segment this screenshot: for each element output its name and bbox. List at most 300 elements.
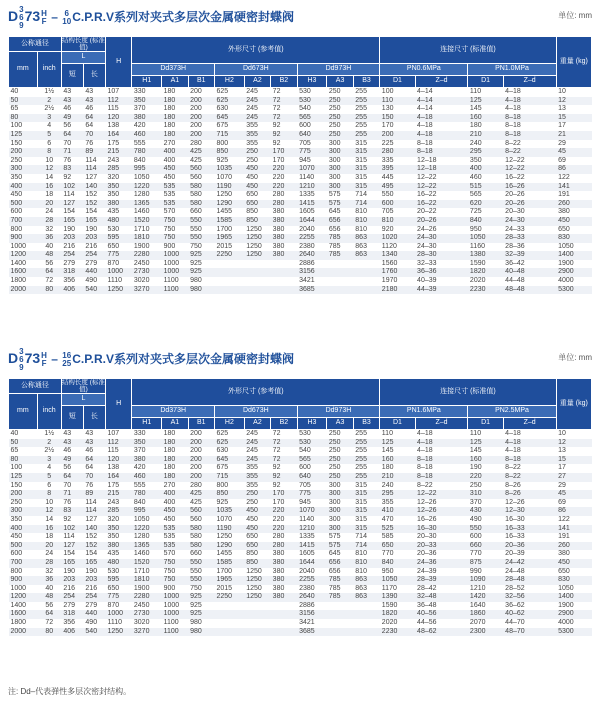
table-cell: 300 xyxy=(9,507,38,516)
table-cell: 76 xyxy=(85,481,94,489)
header-dims: 外形尺寸 (参考值) xyxy=(132,379,380,406)
table-cell: 216 xyxy=(85,242,98,250)
table-cell: 1820 xyxy=(380,610,415,619)
table-cell: 127 xyxy=(61,542,83,551)
table-cell: 102 xyxy=(61,183,83,192)
table-cell: 170 xyxy=(271,148,297,157)
table-cell: 210 xyxy=(468,131,503,140)
table-cell: 315 xyxy=(355,515,367,523)
table-cell: 152 xyxy=(85,533,98,541)
table-cell: 280 xyxy=(380,148,415,157)
table-cell: 785 xyxy=(327,251,353,260)
unit-label: 单位: mm xyxy=(558,353,592,362)
table-cell: 250 xyxy=(10,498,23,506)
table-cell: 200 xyxy=(190,88,202,95)
table-cell: 3156 xyxy=(297,610,327,619)
table-cell: 250 xyxy=(246,156,258,164)
table-cell: 1000 xyxy=(163,601,180,609)
table-cell: 255 xyxy=(353,114,380,123)
table-cell: 1280 xyxy=(133,533,150,541)
table-cell: 650 xyxy=(107,584,120,592)
table-cell: 20–26 xyxy=(503,200,556,209)
table-cell: 2250 xyxy=(215,251,245,260)
table-cell: 380 xyxy=(132,456,162,465)
table-cell: 72 xyxy=(272,430,281,437)
table-cell: 675 xyxy=(216,122,229,130)
table-cell: 315 xyxy=(355,498,367,506)
table-cell: 300 xyxy=(328,173,341,181)
table-cell: 240 xyxy=(469,139,482,147)
frac-sup: H xyxy=(41,350,47,360)
table-cell: 435 xyxy=(107,550,120,558)
table-cell: 355 xyxy=(244,131,270,140)
table-cell: 64 xyxy=(85,464,94,472)
table-cell: 1100 xyxy=(163,619,179,627)
table-cell: 200 xyxy=(190,464,202,472)
table-cell: 220 xyxy=(272,515,285,523)
table-cell: 630 xyxy=(216,447,229,455)
table-cell: 1000 xyxy=(162,268,188,277)
table-cell: 20 xyxy=(37,542,61,551)
table-cell: 138 xyxy=(107,122,120,130)
table-cell: 530 xyxy=(107,225,120,233)
frac-top: 3 xyxy=(19,4,24,14)
table-cell: 1900 xyxy=(558,259,574,267)
table-cell: 24–42 xyxy=(503,559,556,568)
table-cell: 200 xyxy=(190,105,202,113)
table-cell: 980 xyxy=(188,628,214,637)
table1-title xyxy=(8,4,294,30)
table-cell: 300 xyxy=(9,165,38,174)
table-cell: 570 xyxy=(163,550,176,558)
table-cell: 16–33 xyxy=(505,533,525,541)
table-cell: 1250 xyxy=(216,191,233,199)
table-cell: 470 xyxy=(381,515,394,523)
table-cell: 580 xyxy=(188,183,214,192)
frac-mid: 6 xyxy=(19,354,24,364)
table-cell: 400 xyxy=(468,165,503,174)
table-cell: 8 xyxy=(37,490,61,499)
table-cell: 785 xyxy=(327,593,353,602)
table-cell: 850 xyxy=(246,550,258,558)
table-cell: 250 xyxy=(328,464,341,472)
table-cell: 2280 xyxy=(132,251,162,260)
table-row xyxy=(9,97,592,106)
table1-body xyxy=(9,88,592,295)
table-cell: 190 xyxy=(469,464,482,472)
table-cell: 525 xyxy=(380,525,415,534)
table-cell: 320 xyxy=(107,515,120,523)
table-cell: 350 xyxy=(107,191,120,199)
header-d1-b: D1 xyxy=(468,76,503,88)
table-cell: 1050 xyxy=(133,515,150,523)
table-row xyxy=(9,277,592,286)
table-cell: 92 xyxy=(271,131,297,140)
table-cell: 180 xyxy=(162,114,188,123)
table-cell: 120 xyxy=(105,114,131,123)
table-cell: 14 xyxy=(45,515,54,523)
table-row xyxy=(9,122,592,131)
table-cell: 750 xyxy=(162,217,188,226)
frac-top: 6 xyxy=(64,8,69,18)
table-cell: 600 xyxy=(299,122,311,130)
table-cell: 28–42 xyxy=(417,584,437,592)
table-cell: 125 xyxy=(468,439,503,448)
table-cell: 215 xyxy=(105,148,131,157)
table-cell: 46 xyxy=(63,105,72,113)
header-d1-b: D1 xyxy=(468,418,503,430)
frac-mid: 6 xyxy=(19,12,24,22)
table-cell: 89 xyxy=(83,490,105,499)
table-cell: 1250 xyxy=(246,584,262,592)
table-cell: 145 xyxy=(469,447,482,455)
table-cell: 56 xyxy=(63,464,72,472)
frac-sub: F xyxy=(41,358,47,368)
table-cell: 1700 xyxy=(216,225,233,233)
table-cell: 1½ xyxy=(44,88,55,95)
table-cell: 355 xyxy=(246,464,258,472)
table-cell: 1210 xyxy=(297,183,327,192)
table-cell: 20–33 xyxy=(415,542,468,551)
table-cell: 300 xyxy=(327,148,353,157)
header-pn-b: PN2.5MPa xyxy=(468,406,556,418)
table-cell xyxy=(244,286,270,295)
table-cell: 540 xyxy=(83,628,105,637)
table-cell: 72 xyxy=(271,97,297,106)
title-model-stack xyxy=(19,348,23,372)
table-cell: 380 xyxy=(132,114,162,123)
table-cell: 565 xyxy=(297,114,327,123)
table-cell: 863 xyxy=(353,593,380,602)
table-cell: 6 xyxy=(47,481,52,489)
header-dd973: Dd973H xyxy=(297,64,380,76)
table-cell: 320 xyxy=(107,173,120,181)
table-row xyxy=(9,456,592,465)
table-cell: 8–18 xyxy=(415,473,468,482)
table-cell: 220 xyxy=(468,473,503,482)
table-cell: 21 xyxy=(556,131,591,140)
table-cell: 2450 xyxy=(133,259,150,267)
table-cell: 1000 xyxy=(105,268,131,277)
table-cell: 1560 xyxy=(381,259,398,267)
table-cell: 750 xyxy=(162,234,188,243)
table-cell: 300 xyxy=(327,507,353,516)
table-cell: 86 xyxy=(556,165,591,174)
table-cell: 450 xyxy=(163,173,176,181)
table-cell: 380 xyxy=(272,242,285,250)
header-dd673: Dd673H xyxy=(215,64,298,76)
header-dd373: Dd373H xyxy=(132,64,215,76)
header-d1-a: D1 xyxy=(380,418,415,430)
table-cell: 2640 xyxy=(297,593,327,602)
table-cell: 560 xyxy=(190,173,202,181)
table-cell: 255 xyxy=(353,473,380,482)
table-cell: 2255 xyxy=(297,576,327,585)
table-cell: 76 xyxy=(63,498,72,506)
table-cell: 245 xyxy=(246,105,258,113)
frac-top: 16 xyxy=(62,350,72,360)
table-cell: 295 xyxy=(468,148,503,157)
table-row xyxy=(9,447,592,456)
table-cell: 8–26 xyxy=(505,481,521,489)
table-cell: 154 xyxy=(85,550,98,558)
table-cell: 1400 xyxy=(556,251,591,260)
table-cell xyxy=(244,268,270,277)
table-cell: 100 xyxy=(10,122,23,130)
table-cell: 1½ xyxy=(44,430,55,437)
table-cell: 863 xyxy=(353,576,380,585)
table-cell: 315 xyxy=(355,156,367,164)
table-cell: 8–22 xyxy=(503,148,556,157)
table-cell: 770 xyxy=(381,550,394,558)
table-cell: 540 xyxy=(83,286,105,295)
table-cell: 530 xyxy=(107,567,120,575)
frac-sub: F xyxy=(41,16,47,26)
table-cell: 180 xyxy=(163,122,176,130)
table-cell: 165 xyxy=(61,559,83,568)
table-cell: 12–22 xyxy=(417,173,437,181)
table-cell: 127 xyxy=(85,173,98,181)
table-cell: 300 xyxy=(327,490,353,499)
table-cell: 110 xyxy=(469,430,482,437)
table-cell: 370 xyxy=(133,447,146,455)
table-cell: 450 xyxy=(244,507,270,516)
table-cell: 2886 xyxy=(299,259,315,267)
table-cell: 15 xyxy=(556,114,591,123)
table-cell: 950 xyxy=(381,567,394,575)
table-cell: 80 xyxy=(37,628,61,637)
header-d1-a: D1 xyxy=(380,76,415,88)
table-row xyxy=(9,260,592,269)
table-cell: 70 xyxy=(63,481,72,489)
table-cell: 16–30 xyxy=(415,525,468,534)
table-cell: 810 xyxy=(355,225,367,233)
table-cell: 650 xyxy=(107,242,120,250)
table-cell: 625 xyxy=(215,97,245,106)
table-cell: 4–18 xyxy=(417,122,433,130)
table-cell: 870 xyxy=(107,259,120,267)
table-cell: 4–18 xyxy=(505,430,521,437)
table-row xyxy=(9,525,592,534)
header-conn: 连接尺寸 (标准值) xyxy=(380,379,556,406)
table-cell: 2300 xyxy=(468,628,503,637)
table-cell: 254 xyxy=(61,251,83,260)
table-cell: 355 xyxy=(246,481,258,489)
frac-sup: H xyxy=(41,8,47,18)
table-cell: 3421 xyxy=(299,619,315,627)
table-cell: 410 xyxy=(380,507,415,516)
table-cell: 5 xyxy=(37,131,61,140)
table-cell: 1900 xyxy=(558,601,574,609)
table-cell: 2900 xyxy=(556,610,591,619)
table-cell: 1400 xyxy=(556,593,591,602)
table-cell: 1644 xyxy=(297,217,327,226)
header-weight: 重量 (kg) xyxy=(556,379,591,430)
header-zd-b: Z–d xyxy=(503,76,556,88)
table-cell: 900 xyxy=(9,576,38,585)
table-cell: 46 xyxy=(85,447,94,455)
table-cell xyxy=(327,610,353,619)
table-cell: 600 xyxy=(380,200,415,209)
table-cell xyxy=(327,628,353,637)
table-row xyxy=(9,174,592,183)
table-cell: 575 xyxy=(328,533,341,541)
table-cell: 660 xyxy=(190,550,202,558)
table-cell: 350 xyxy=(105,183,131,192)
table-cell: 200 xyxy=(9,490,38,499)
table-cell: 785 xyxy=(328,242,341,250)
table-cell: 28 xyxy=(37,559,61,568)
table-cell: 1365 xyxy=(132,200,162,209)
table-cell: 550 xyxy=(190,225,202,233)
header-b3: B3 xyxy=(353,76,380,88)
table-cell: 12 xyxy=(37,165,61,174)
table-cell: 5300 xyxy=(556,286,591,295)
table-cell: 27 xyxy=(556,473,591,482)
table-cell: 12–30 xyxy=(503,507,556,516)
table-cell: 2640 xyxy=(297,251,327,260)
table-cell: 8–22 xyxy=(505,139,521,147)
table-cell: 715 xyxy=(215,131,245,140)
table-row xyxy=(9,286,592,295)
table-cell: 170 xyxy=(272,498,285,506)
table-cell: 32–48 xyxy=(415,593,468,602)
table-cell: 250 xyxy=(328,105,341,113)
table-cell: 152 xyxy=(83,542,105,551)
table-cell: 380 xyxy=(271,576,297,585)
table-cell: 450 xyxy=(244,525,270,534)
table-cell: 8–18 xyxy=(415,456,468,465)
table-cell xyxy=(244,619,270,628)
table-cell xyxy=(215,610,245,619)
table-cell: 64 xyxy=(61,131,83,140)
table-cell: 300 xyxy=(327,165,353,174)
table-cell: 1970 xyxy=(381,277,398,285)
table-cell: 43 xyxy=(83,439,105,448)
table-row xyxy=(9,568,592,577)
table-cell: 114 xyxy=(63,191,75,199)
table-cell: 863 xyxy=(355,584,367,592)
table-cell: 20–26 xyxy=(505,191,525,199)
table-cell: 2886 xyxy=(299,601,315,609)
table-cell: 3156 xyxy=(297,268,327,277)
header-h2: H2 xyxy=(215,418,245,430)
table-cell: 863 xyxy=(355,242,367,250)
table-cell: 540 xyxy=(299,105,311,113)
table-cell: 870 xyxy=(107,601,120,609)
table-cell: 32–39 xyxy=(503,251,556,260)
table-cell: 1280 xyxy=(133,191,150,199)
table-cell: 565 xyxy=(297,456,327,465)
table-cell: 8–18 xyxy=(417,464,433,472)
table-cell: 425 xyxy=(190,498,202,506)
table-cell: 44–48 xyxy=(505,277,525,285)
table-cell: 29 xyxy=(558,139,566,147)
table-cell: 180 xyxy=(162,131,188,140)
table-cell: 925 xyxy=(188,251,214,260)
header-nominal: 公称通径 xyxy=(9,37,62,52)
table-cell: 310 xyxy=(468,490,503,499)
table-cell: 2255 xyxy=(297,234,327,243)
table-cell: 863 xyxy=(353,234,380,243)
table-cell: 250 xyxy=(327,114,353,123)
table-cell: 980 xyxy=(190,619,202,627)
table-cell: 250 xyxy=(327,473,353,482)
table-cell: 16–30 xyxy=(505,515,525,523)
table-cell: 154 xyxy=(85,208,98,216)
table-cell: 110 xyxy=(380,97,415,106)
table-cell: 4–18 xyxy=(503,439,556,448)
table-cell: 1160 xyxy=(469,242,485,250)
table-cell: 380 xyxy=(272,208,285,216)
table-cell: 875 xyxy=(468,559,503,568)
table-cell: 650 xyxy=(244,542,270,551)
table-cell: 1335 xyxy=(299,191,315,199)
table-cell: 20–36 xyxy=(417,550,437,558)
table-cell: 122 xyxy=(558,173,570,181)
table-cell: 535 xyxy=(162,183,188,192)
table-cell: 1120 xyxy=(381,242,397,250)
table-cell: 1070 xyxy=(297,165,327,174)
table-cell xyxy=(244,277,270,286)
table-cell: 300 xyxy=(328,481,341,489)
frac-bot: 9 xyxy=(19,362,24,372)
table-cell: 18 xyxy=(45,191,54,199)
title-prefix: D xyxy=(8,8,19,24)
table-cell: 243 xyxy=(107,498,120,506)
table-cell: 1400 xyxy=(10,259,27,267)
table-cell: 80 xyxy=(9,114,38,123)
table-cell: 100 xyxy=(10,464,23,472)
table-cell xyxy=(271,277,297,286)
table-cell: 595 xyxy=(105,234,131,243)
table-cell: 36–48 xyxy=(417,601,437,609)
table-cell: 840 xyxy=(133,498,146,506)
table-cell: 350 xyxy=(10,515,23,523)
table-cell: 6 xyxy=(47,139,52,147)
table-cell: 12–22 xyxy=(503,165,556,174)
table-cell: 4–18 xyxy=(417,430,433,437)
table-cell: 900 xyxy=(9,234,38,243)
table-cell: 180 xyxy=(163,447,176,455)
title-model-stack xyxy=(19,6,23,30)
table-cell: 24 xyxy=(45,550,54,558)
table-cell: 28–33 xyxy=(503,234,556,243)
table-cell: 8 xyxy=(37,148,61,157)
table-cell: 92 xyxy=(63,173,72,181)
table-cell: 1290 xyxy=(215,542,245,551)
table-cell: 830 xyxy=(556,234,591,243)
table-cell: 1460 xyxy=(133,550,150,558)
table-cell: 550 xyxy=(188,234,214,243)
table-cell: 10 xyxy=(558,88,566,95)
table-cell: 4–18 xyxy=(505,88,521,95)
table-row xyxy=(9,550,592,559)
table-cell: 490 xyxy=(469,515,482,523)
table-cell: 92 xyxy=(272,481,281,489)
table-cell: 16–33 xyxy=(503,525,556,534)
table-cell: 64 xyxy=(61,473,83,482)
header-a3: A3 xyxy=(327,76,353,88)
table-cell: 92 xyxy=(63,515,72,523)
table-cell: 580 xyxy=(188,542,214,551)
table-cell: 645 xyxy=(215,456,245,465)
table-cell: 154 xyxy=(63,550,76,558)
table-cell: 20–26 xyxy=(415,217,468,226)
table-cell: 750 xyxy=(190,242,202,250)
table-cell: 645 xyxy=(215,114,245,123)
table-cell: 203 xyxy=(61,576,83,585)
